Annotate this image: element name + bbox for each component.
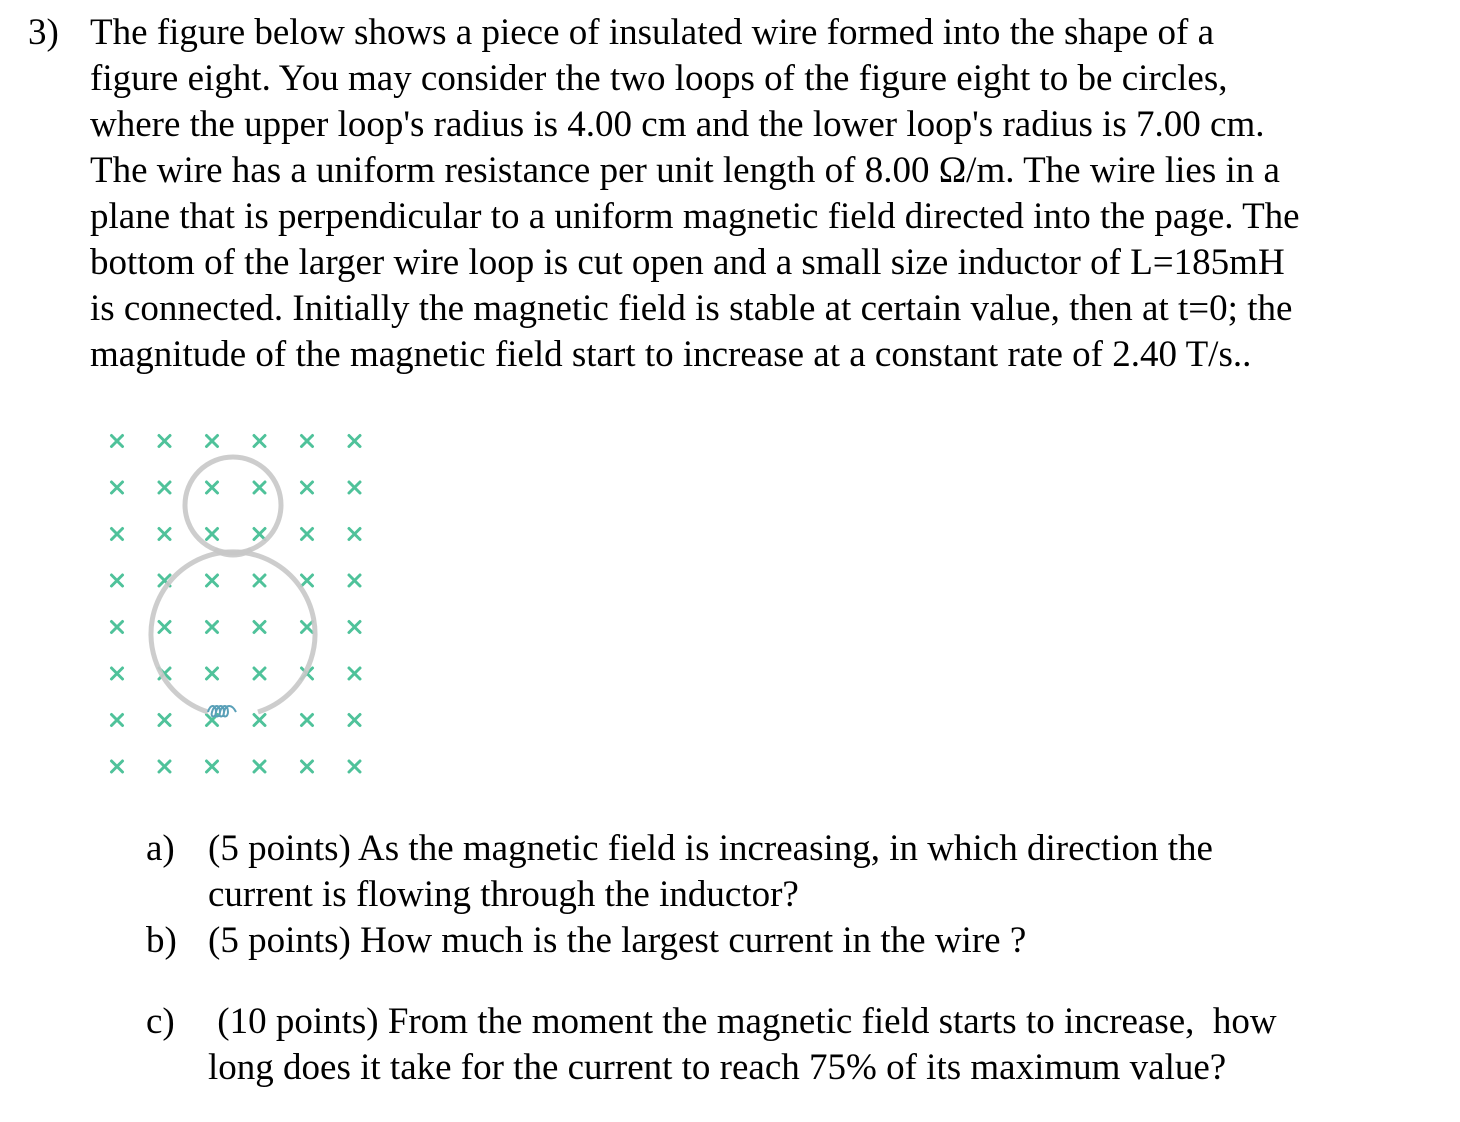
field-x-mark bbox=[254, 715, 265, 726]
field-x-mark bbox=[112, 436, 123, 447]
problem-text bbox=[90, 10, 1420, 378]
field-x-mark bbox=[112, 761, 123, 772]
question-line: current is flowing through the inductor? bbox=[208, 874, 799, 915]
field-x-mark bbox=[112, 575, 123, 586]
field-x-mark bbox=[207, 529, 218, 540]
field-x-mark bbox=[207, 575, 218, 586]
upper-wire-loop bbox=[185, 457, 281, 553]
field-x-mark bbox=[349, 622, 360, 633]
field-x-mark bbox=[254, 482, 265, 493]
field-x-mark bbox=[349, 575, 360, 586]
problem-line: is connected. Initially the magnetic field is stable at certain value, then at t=0; the bbox=[90, 288, 1293, 329]
field-x-mark bbox=[302, 529, 313, 540]
field-x-mark bbox=[349, 668, 360, 679]
problem-number: 3) bbox=[28, 12, 59, 53]
field-x-mark bbox=[349, 482, 360, 493]
question-line: (5 points) As the magnetic field is increasing, in which direction the bbox=[208, 828, 1213, 869]
field-x-mark bbox=[112, 482, 123, 493]
question-line: (10 points) From the moment the magnetic field starts to increase, how bbox=[208, 1001, 1277, 1042]
field-x-mark bbox=[159, 761, 170, 772]
problem-line: bottom of the larger wire loop is cut open and a small size inductor of L=185mH bbox=[90, 242, 1285, 283]
field-x-mark bbox=[207, 482, 218, 493]
field-x-mark bbox=[254, 668, 265, 679]
field-x-mark bbox=[302, 761, 313, 772]
question-line: long does it take for the current to reach 75% of its maximum value? bbox=[208, 1047, 1227, 1088]
field-x-mark bbox=[112, 622, 123, 633]
field-x-mark bbox=[254, 529, 265, 540]
problem-line: magnitude of the magnetic field start to increase at a constant rate of 2.40 T/s.. bbox=[90, 334, 1252, 375]
lower-wire-loop bbox=[151, 552, 315, 712]
question-line: (5 points) How much is the largest current in the wire ? bbox=[208, 920, 1027, 961]
field-x-mark bbox=[302, 715, 313, 726]
question-label: c) bbox=[146, 1001, 175, 1042]
field-x-mark bbox=[207, 436, 218, 447]
field-x-mark bbox=[112, 529, 123, 540]
field-x-mark bbox=[207, 622, 218, 633]
field-x-mark bbox=[112, 715, 123, 726]
field-x-mark bbox=[302, 622, 313, 633]
field-x-mark bbox=[349, 761, 360, 772]
question-label: a) bbox=[146, 828, 175, 869]
field-x-mark bbox=[159, 482, 170, 493]
figure-eight-diagram bbox=[95, 415, 385, 775]
field-x-mark bbox=[254, 761, 265, 772]
field-x-mark bbox=[302, 575, 313, 586]
field-x-mark bbox=[112, 668, 123, 679]
inductor-coil bbox=[208, 706, 236, 717]
question-label: b) bbox=[146, 920, 177, 961]
problem-line: The wire has a uniform resistance per unit length of 8.00 Ω/m. The wire lies in a bbox=[90, 150, 1280, 191]
field-x-mark bbox=[349, 715, 360, 726]
problem-line: The figure below shows a piece of insulated wire formed into the shape of a bbox=[90, 12, 1215, 53]
problem-line: plane that is perpendicular to a uniform magnetic field directed into the page. The bbox=[90, 196, 1300, 237]
field-x-mark bbox=[254, 436, 265, 447]
problem-line: where the upper loop's radius is 4.00 cm and the lower loop's radius is 7.00 cm. bbox=[90, 104, 1265, 145]
field-x-mark bbox=[302, 482, 313, 493]
field-x-mark bbox=[302, 436, 313, 447]
field-x-mark bbox=[349, 529, 360, 540]
field-x-mark bbox=[349, 436, 360, 447]
field-x-mark bbox=[207, 761, 218, 772]
wire-loop bbox=[151, 457, 315, 712]
magnetic-field-into-page bbox=[112, 436, 361, 773]
field-x-mark bbox=[159, 622, 170, 633]
problem-line: figure eight. You may consider the two loops of the figure eight to be circles, bbox=[90, 58, 1228, 99]
field-x-mark bbox=[159, 436, 170, 447]
field-x-mark bbox=[159, 715, 170, 726]
field-x-mark bbox=[159, 529, 170, 540]
field-x-mark bbox=[207, 668, 218, 679]
field-x-mark bbox=[254, 622, 265, 633]
field-x-mark bbox=[254, 575, 265, 586]
